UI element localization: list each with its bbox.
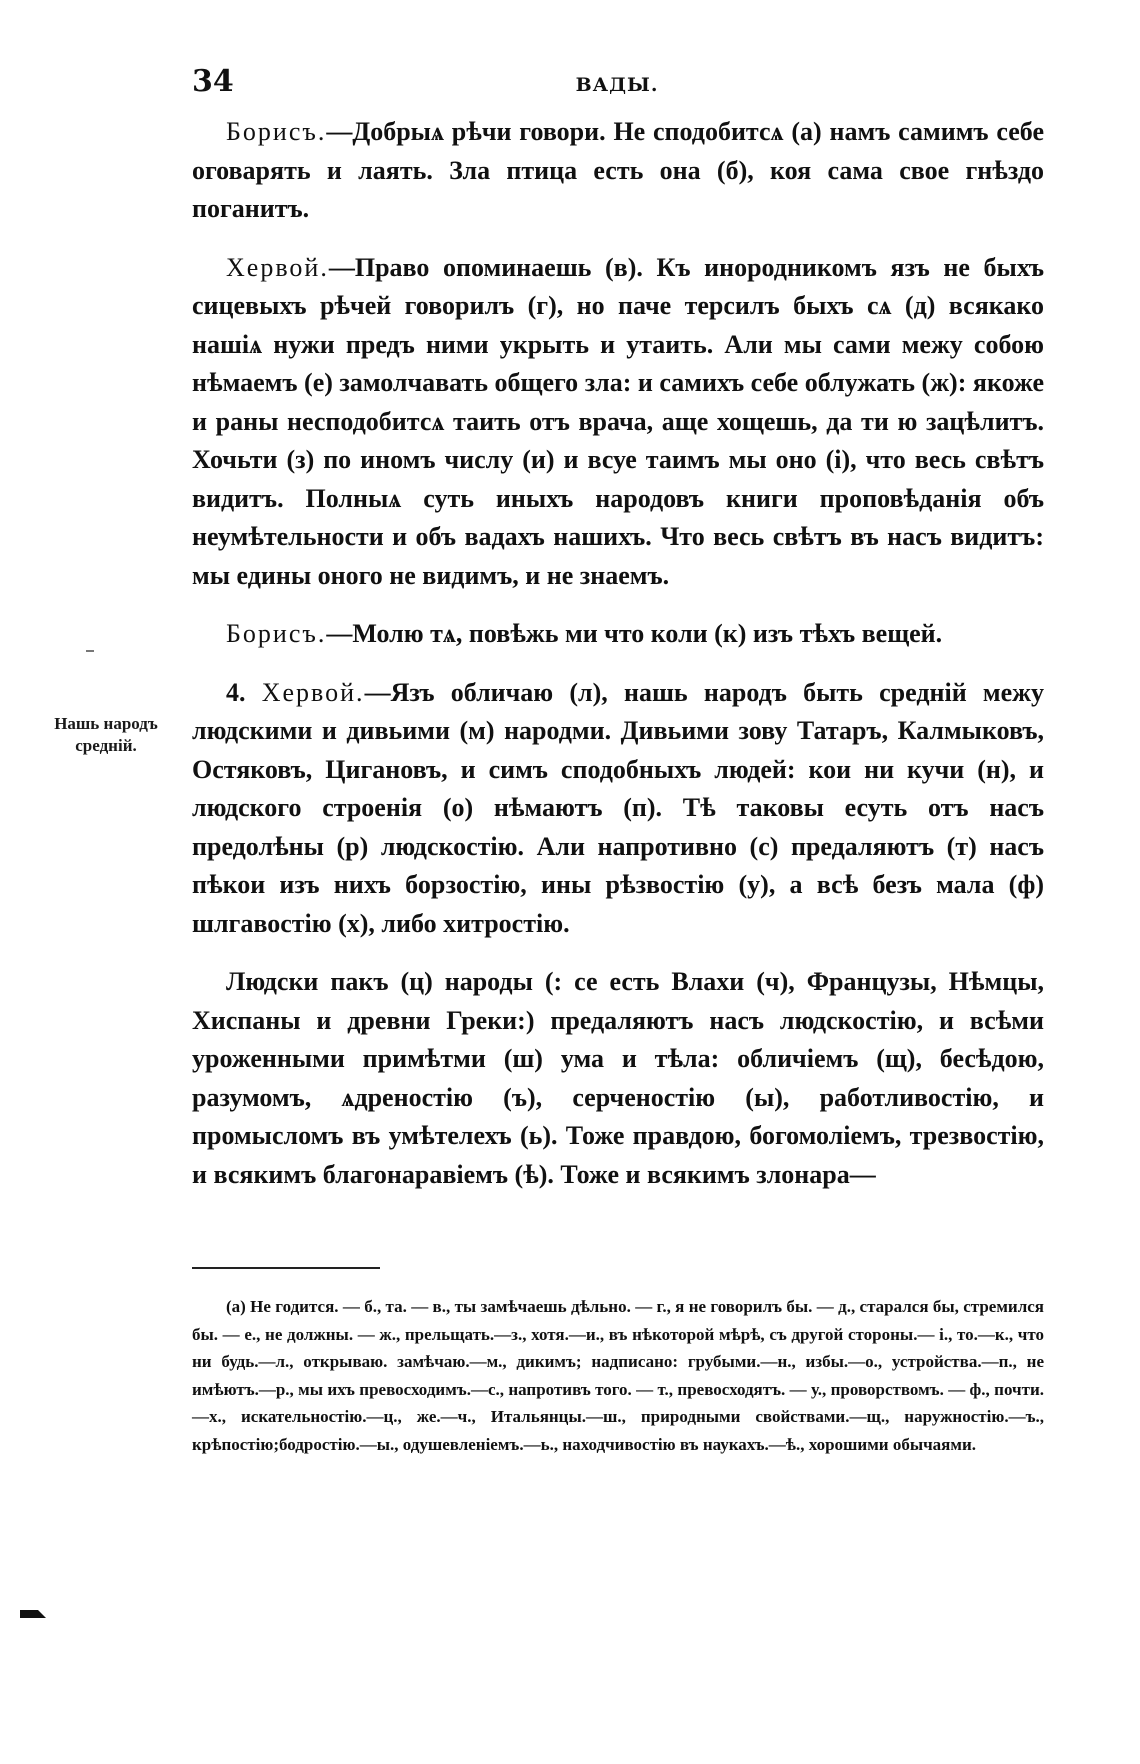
paragraph-text: —Молю тѧ, повѣжь ми что коли (к) изъ тѣхъ вещей. <box>326 619 943 648</box>
paragraph <box>192 113 1044 229</box>
page-header <box>192 64 1042 104</box>
paragraph-text: —Язъ обличаю (л), нашь народъ быть средній межу людскими и дивьими (м) народми. Дивьими зову Татаръ, Калмыковъ, Остяковъ, Цигановъ, и симъ сподобныхъ людей: кои ни кучи (н), и людского строенія (о) нѣмаютъ (п). Тѣ таковы есуть отъ насъ предолѣны (р) людскостію. Али напротивно (с) предаляютъ (т) насъ пѣкои изъ нихъ борзостію, ины рѣзвостію (у), а всѣ безъ мала (ф) шлгавостію (х), либо хитростію. <box>192 677 1044 938</box>
section-number: 4. <box>226 677 246 707</box>
margin-arrow-icon <box>20 1608 46 1620</box>
speaker-name: Борисъ. <box>226 619 327 648</box>
paragraph <box>192 674 1044 944</box>
margin-note <box>46 713 166 757</box>
running-head: ВАДЫ. <box>575 74 659 96</box>
footnote-divider <box>192 1267 380 1269</box>
paragraph-text: —Добрыѧ рѣчи говори. Не сподобитсѧ (а) намъ самимъ себе оговарять и лаять. Зла птица есть она (б), коя сама свое гнѣздо поганитъ. <box>192 117 1044 223</box>
margin-note-line: Нашь народъ <box>54 714 158 733</box>
speaker-name: Хервой. <box>226 252 329 282</box>
main-text <box>192 113 1044 1214</box>
page-number: 34 <box>192 64 234 99</box>
paragraph <box>192 615 1044 654</box>
speaker-name: Борисъ. <box>226 117 327 146</box>
margin-note-line: средній. <box>75 736 137 755</box>
paragraph-text: Людски пакъ (ц) народы (: се есть Влахи (ч), Французы, Нѣмцы, Хиспаны и древни Греки:) предаляютъ насъ людскостію, и всѣми уроженными примѣтми (ш) ума и тѣла: обличіемъ (щ), бесѣдою, разумомъ, ѧдреностію (ъ), серченостію (ы), работливостію, и промысломъ въ умѣтелехъ (ь). Тоже правдою, богомоліемъ, трезвостію, и всякимъ благонаравіемъ (ѣ). Тоже и всякимъ злонара— <box>192 967 1044 1189</box>
footnotes: (а) Не годится. — б., та. — в., ты замѣчаешь дѣльно. — г., я не говорилъ бы. — д., старался бы, стремился бы. — е., не должны. — ж., прельщать.—з., хотя.—и., въ нѣкоторой мѣрѣ, съ другой стороны.— і., то.—к., что ни будь.—л., открываю. замѣчаю.—м., дикимъ; надписано: грубыми.—н., избы.—о., устройства.—п., не имѣютъ.—р., мы ихъ превосходимъ.—с., напротивъ того. — т., превосходятъ. — у., проворствомъ. — ф., почти.—х., искательностію.—ц., же.—ч., Итальянцы.—ш., природными свойствами.—щ., наружностію.—ъ., крѣпостію;бодростію.—ы., одушевленіемъ.—ь., находчивостію въ наукахъ.—ѣ., хорошими обычаями. <box>192 1297 1044 1454</box>
paragraph <box>192 249 1044 596</box>
paragraph <box>192 963 1044 1194</box>
paragraph-text: —Право опоминаешь (в). Къ инородникомъ язъ не быхъ сицевыхъ рѣчей говорилъ (г), но паче терсилъ быхъ сѧ (д) всякако нашіѧ нужи предъ ними укрыть и утаить. Али мы сами межу собою нѣмаемъ (е) замолчавать общего зла: и самихъ себе облужать (ж): якоже и раны несподобитсѧ таить отъ врача, аще хощешь, да ти ю зацѣлитъ. Хочьти (з) по иномъ числу (и) и всуе таимъ мы оно (і), что весь свѣтъ видитъ. Полныѧ суть иныхъ народовъ книги проповѣданія объ неумѣтельности и объ вадахъ нашихъ. Что весь свѣтъ въ насъ видитъ: мы едины оного не видимъ, и не знаемъ. <box>192 252 1044 590</box>
margin-dash-mark <box>86 650 94 652</box>
speaker-name: Хервой. <box>261 677 365 707</box>
